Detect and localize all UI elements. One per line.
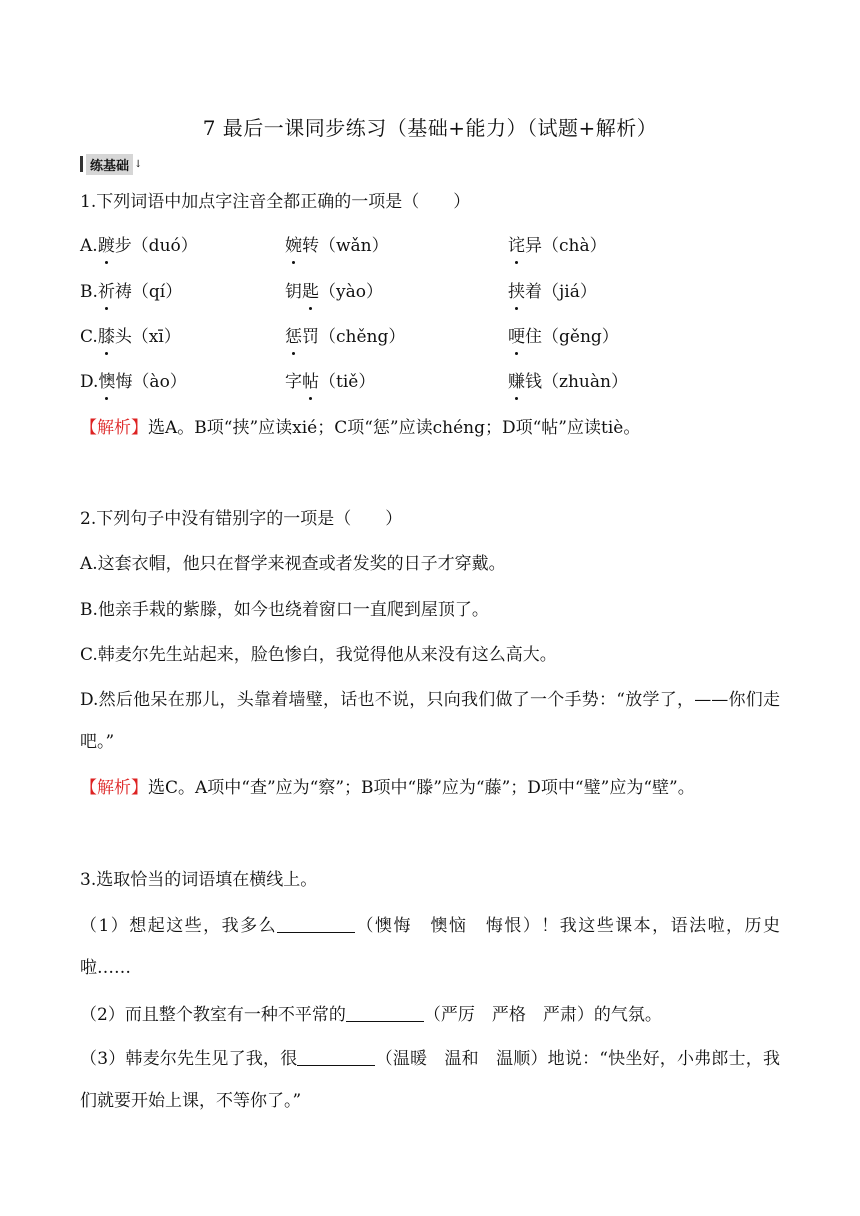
section-tag-bar [80,156,83,172]
q2-analysis [80,767,780,809]
q1-option-letter: B. [80,282,98,302]
q1-option-term: B.祈祷（qí） [80,282,183,302]
q1-option-term: 钥匙（yào） [285,282,383,302]
q1-option-term: 哽住（gěng） [508,327,619,347]
q2-option-b: B.他亲手栽的紫滕，如今也绕着窗口一直爬到屋顶了。 [80,600,489,620]
dotted-character: 赚 [508,372,525,392]
q3-item-2-post: （严厉 严格 严肃）的气氛。 [423,1005,662,1025]
q1-analysis-tag: 【解析】 [80,418,148,438]
section-tag-label: 练基础 [86,154,133,175]
q3-item-2-blank [346,1003,424,1022]
q3-item-1-blank [277,914,355,933]
q3-item-3 [80,1038,780,1122]
q1-option-term: 诧异（chà） [508,236,607,256]
q1-option-term: 字帖（tiě） [285,372,376,392]
q1-analysis [80,407,780,449]
dotted-character: 帖 [302,372,319,392]
q3-item-1 [80,905,780,989]
q2-option-a: A.这套衣帽，他只在督学来视查或者发奖的日子才穿戴。 [80,554,506,574]
q1-option-row [80,325,780,349]
dotted-character: 婉 [285,236,302,256]
q1-option-term: 赚钱（zhuàn） [508,372,628,392]
q1-analysis-text: 选A。B项“挟”应读xié；C项“惩”应读chéng；D项“帖”应读tiè。 [148,418,641,438]
q1-option-row [80,280,780,304]
q3-item-3-blank [297,1047,375,1066]
dotted-character: 挟 [508,282,525,302]
dotted-character: 祈 [97,282,115,302]
q1-option-row [80,370,780,394]
q1-option-term: D.懊悔（ào） [80,372,187,392]
dotted-character: 诧 [508,236,525,256]
q3-item-2 [80,994,780,1036]
q1-option-term: 挟着（jiá） [508,282,597,302]
q1-option-term: A.踱步（duó） [80,236,198,256]
dotted-character: 惩 [285,327,302,347]
dotted-character: 匙 [302,282,319,302]
q1-option-row [80,234,780,258]
q2-option-c: C.韩麦尔先生站起来，脸色惨白，我觉得他从来没有这么高大。 [80,645,557,665]
dotted-character: 哽 [508,327,525,347]
q3-item-1-pre: （1）想起这些，我多么 [80,916,278,936]
q2-analysis-text: 选C。A项中“查”应为“察”；B项中“滕”应为“藤”；D项中“璧”应为“壁”。 [148,778,695,798]
q1-option-term: 惩罚（chěng） [285,327,406,347]
q1-option-term: C.膝头（xī） [80,327,181,347]
q1-option-term: 婉转（wǎn） [285,236,389,256]
dotted-character: 懊 [98,372,116,392]
page-title: 7 最后一课同步练习（基础+能力）（试题+解析） [202,116,658,140]
q3-item-1-post: （懊悔 懊恼 悔恨）！我这些课本，语法啦，历史啦…… [80,916,781,978]
dotted-character: 踱 [97,236,115,256]
dotted-character: 膝 [97,327,115,347]
section-tag [80,154,142,174]
q3-item-3-post: （温暖 温和 温顺）地说：“快坐好，小弗郎士，我们就要开始上课，不等你了。” [80,1049,780,1111]
q3-item-2-pre: （2）而且整个教室有一种不平常的 [80,1005,346,1025]
q2-stem: 2.下列句子中没有错别字的一项是（ ） [80,509,403,529]
q1-option-letter: A. [80,236,98,256]
down-arrow-icon: ↓ [134,158,143,170]
q1-option-letter: C. [80,327,98,347]
q2-option-d: D.然后他呆在那儿，头靠着墙璧，话也不说，只向我们做了一个手势：“放学了，——你们走吧。” [80,690,780,752]
q1-option-letter: D. [80,372,99,392]
q2-analysis-tag: 【解析】 [80,778,148,798]
q1-stem: 1.下列词语中加点字注音全都正确的一项是（ ） [80,192,471,212]
q3-item-3-pre: （3）韩麦尔先生见了我，很 [80,1049,298,1069]
q3-stem: 3.选取恰当的词语填在横线上。 [80,870,318,890]
